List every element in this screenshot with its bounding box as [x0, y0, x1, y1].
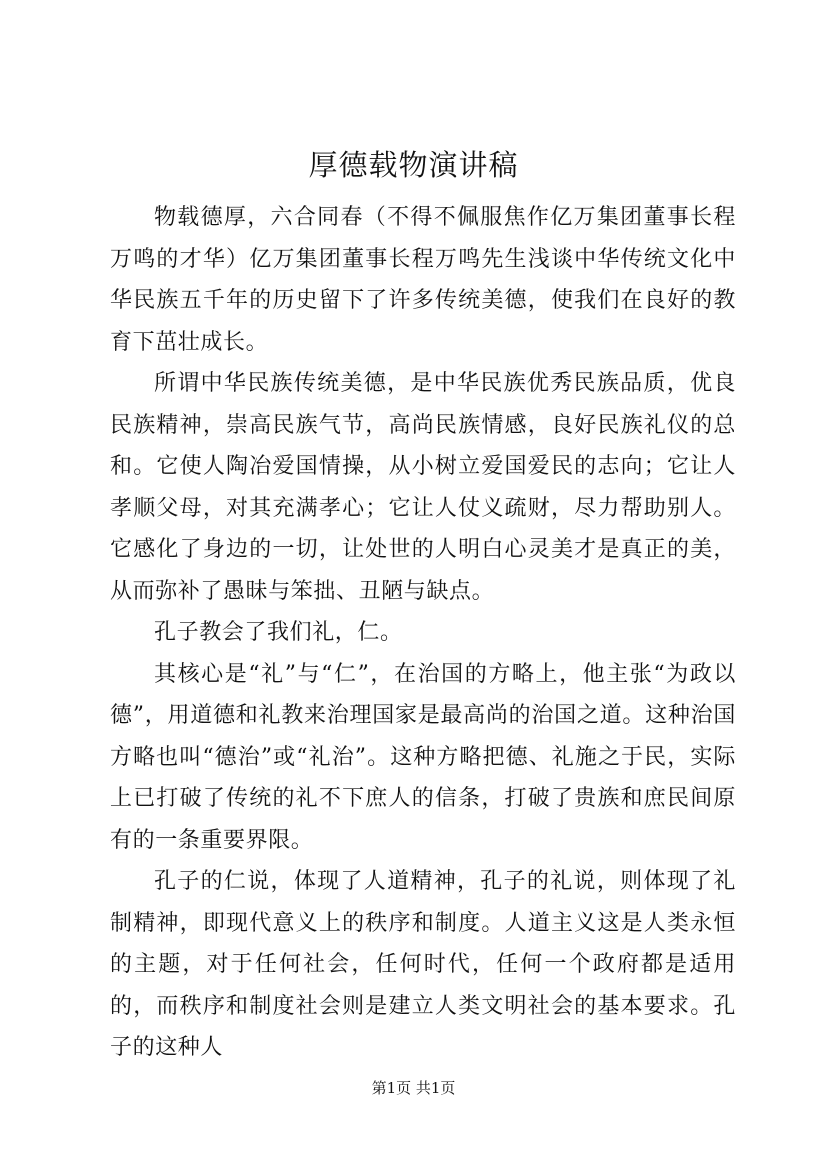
document-body — [110, 197, 736, 1069]
document-title: 厚德载物演讲稿 — [308, 148, 519, 182]
page-footer: 第1页 共1页 — [371, 1079, 456, 1097]
paragraph: 孔子教会了我们礼，仁。 — [154, 620, 403, 645]
paragraph: 物载德厚，六合同春（不得不佩服焦作亿万集团董事长程万鸣的才华）亿万集团董事长程万鸣先生浅谈中华传统文化中华民族五千年的历史留下了许多传统美德，使我们在良好的教育下茁壮成长。 — [110, 205, 736, 355]
paragraph: 其核心是“礼”与“仁”，在治国的方略上，他主张“为政以德”，用道德和礼教来治理国家是最高尚的治国之道。这种治国方略也叫“德治”或“礼治”。这种方略把德、礼施之于民，实际上已打破了传统的礼不下庶人的信条，打破了贵族和庶民间原有的一条重要界限。 — [110, 661, 736, 853]
paragraph: 所谓中华民族传统美德，是中华民族优秀民族品质，优良民族精神，崇高民族气节，高尚民族情感，良好民族礼仪的总和。它使人陶冶爱国情操，从小树立爱国爱民的志向；它让人孝顺父母，对其充满孝心；它让人仗义疏财，尽力帮助别人。它感化了身边的一切，让处世的人明白心灵美才是真正的美，从而弥补了愚昧与笨拙、丑陋与缺点。 — [110, 371, 736, 604]
paragraph: 孔子的仁说，体现了人道精神，孔子的礼说，则体现了礼制精神，即现代意义上的秩序和制度。人道主义这是人类永恒的主题，对于任何社会，任何时代，任何一个政府都是适用的，而秩序和制度社会则是建立人类文明社会的基本要求。孔子的这种人 — [110, 869, 736, 1060]
